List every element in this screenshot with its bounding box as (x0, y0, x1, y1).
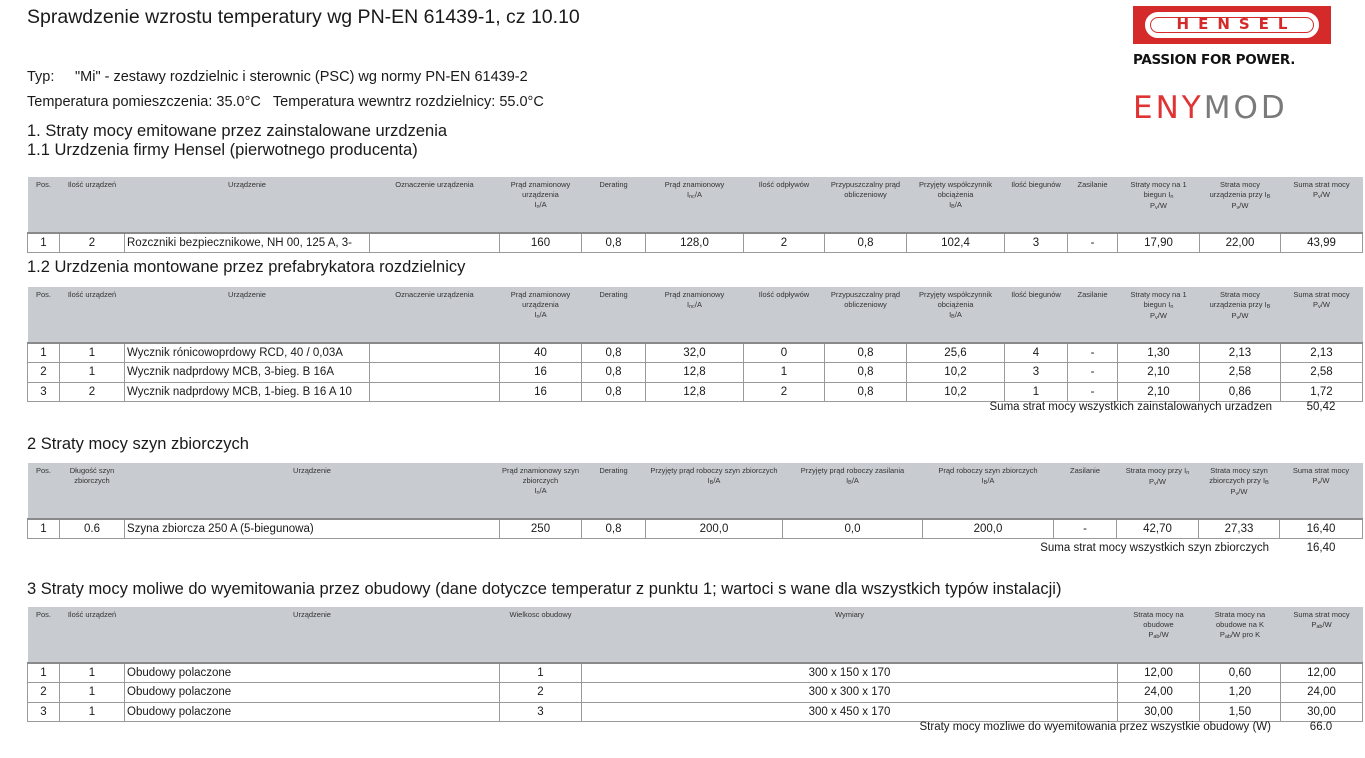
cell-loss-sum: 2,58 (1281, 363, 1363, 383)
room-temperature: Temperatura pomieszczenia: 35.0°C (27, 94, 261, 110)
cell-loss-enclosure: 12,00 (1118, 663, 1200, 683)
cell-assumed: 0,8 (825, 343, 907, 363)
type-value: "Mi" - zestawy rozdzielnic i sterownic (PSC) wg normy PN-EN 61439-2 (75, 69, 528, 85)
cell-device: Szyna zbiorcza 250 A (5-biegunowa) (125, 519, 500, 539)
cell-rated: 250 (500, 519, 582, 539)
cell-pos: 2 (28, 363, 60, 383)
cell-loss-in: 42,70 (1117, 519, 1199, 539)
col-loss-per-pole: Straty mocy na 1 biegun In Pv/W (1118, 287, 1200, 343)
cell-qty: 1 (60, 343, 125, 363)
col-qty: Ilość urządzeń (60, 607, 125, 663)
cell-device: Obudowy polaczone (125, 683, 500, 703)
col-derating: Derating (582, 177, 646, 233)
table-row (28, 702, 1363, 722)
cell-rated-nc: 12,8 (646, 382, 744, 402)
col-rated-current-nc: Prąd znamionowy Inc/A (646, 287, 744, 343)
section-1-title: 1. Straty mocy emitowane przez zainstalowane urzdzenia (27, 122, 448, 140)
inside-temperature: Temperatura wewntrz rozdzielnicy: 55.0°C (272, 94, 544, 110)
col-loss-device: Strata mocy urządzenia przy IB Pv/W (1200, 287, 1281, 343)
cell-assumed: 0,8 (825, 382, 907, 402)
cell-device: Obudowy polaczone (125, 663, 500, 683)
cell-loss-pole: 1,30 (1118, 343, 1200, 363)
cell-derating: 0,8 (582, 343, 646, 363)
enclosures-sum-label: Straty mocy mozliwe do wyemitowania przez wszystkie obudowy (W) (919, 721, 1271, 733)
col-loss-enclosure: Strata mocy na obudowe Pab/W (1118, 607, 1200, 663)
cell-loss-sum: 30,00 (1281, 702, 1363, 722)
section-1-2-title: 1.2 Urzdzenia montowane przez prefabrykatora rozdzielnicy (27, 258, 466, 276)
cell-loss-sum: 2,13 (1281, 343, 1363, 363)
col-rated-current: Prąd znamionowy urządzenia In/A (500, 177, 582, 233)
table-header-row (28, 463, 1363, 519)
table-busbars (27, 463, 1363, 539)
cell-device: Obudowy polaczone (125, 702, 500, 722)
col-assumed-current: Przypuszczalny prąd obliczeniowy (825, 287, 907, 343)
col-loss-sum: Suma strat mocy Pv/W (1281, 177, 1363, 233)
table-row (28, 519, 1363, 539)
section-2-title: 2 Straty mocy szyn zbiorczych (27, 435, 249, 453)
table-hensel-devices (27, 177, 1363, 253)
temperature-line (27, 94, 544, 110)
cell-supply: - (1068, 233, 1118, 253)
col-derating: Derating (582, 463, 646, 519)
col-load-factor: Przyjęty współczynnik obciążenia IB/A (907, 177, 1005, 233)
col-outlets: Ilość odpływów (744, 287, 825, 343)
cell-supply: - (1068, 363, 1118, 383)
col-rated-current-nc: Prąd znamionowy Inc/A (646, 177, 744, 233)
cell-loss-enclosure: 30,00 (1118, 702, 1200, 722)
col-dimensions: Wymiary (582, 607, 1118, 663)
cell-size: 3 (500, 702, 582, 722)
cell-poles: 3 (1005, 363, 1068, 383)
page-title: Sprawdzenie wzrostu temperatury wg PN-EN 61439-1, cz 10.10 (27, 6, 580, 28)
table-header-row (28, 607, 1363, 663)
table-row (28, 382, 1363, 402)
hensel-slogan: PASSION FOR POWER. (1133, 52, 1296, 68)
cell-pos: 3 (28, 382, 60, 402)
cell-loss-sum: 43,99 (1281, 233, 1363, 253)
col-device: Urządzenie (125, 287, 370, 343)
cell-rated-nc: 128,0 (646, 233, 744, 253)
cell-loss-device: 2,58 (1200, 363, 1281, 383)
cell-rated-nc: 12,8 (646, 363, 744, 383)
cell-qty: 2 (60, 233, 125, 253)
devices-sum-value: 50,42 (1306, 401, 1336, 413)
table-row (28, 233, 1363, 253)
col-pos: Pos. (28, 287, 60, 343)
col-loss-per-pole: Straty mocy na 1 biegun In Pv/W (1118, 177, 1200, 233)
cell-loss-pole: 2,10 (1118, 382, 1200, 402)
cell-poles: 1 (1005, 382, 1068, 402)
col-designation: Oznaczenie urządzenia (370, 287, 500, 343)
enymod-logo-gray: MOD (1203, 90, 1288, 126)
cell-loss-sum: 16,40 (1280, 519, 1363, 539)
cell-derating: 0,8 (582, 382, 646, 402)
col-device: Urządzenie (125, 607, 500, 663)
cell-pos: 1 (28, 663, 60, 683)
col-rated-current: Prąd znamionowy szyn zbiorczych In/A (500, 463, 582, 519)
enymod-logo-red: ENY (1133, 90, 1204, 126)
cell-pos: 3 (28, 702, 60, 722)
col-device: Urządzenie (125, 463, 500, 519)
cell-size: 2 (500, 683, 582, 703)
cell-rated: 40 (500, 343, 582, 363)
cell-qty: 1 (60, 663, 125, 683)
cell-loss-per-k: 1,50 (1200, 702, 1281, 722)
col-loss-per-k: Strata mocy na obudowe na K Pab/W pro K (1200, 607, 1281, 663)
cell-factor: 10,2 (907, 382, 1005, 402)
busbars-sum-value: 16,40 (1306, 542, 1336, 554)
cell-assumed: 0,8 (825, 363, 907, 383)
section-1-1-title: 1.1 Urzdzenia firmy Hensel (pierwotnego producenta) (27, 141, 418, 159)
cell-rated: 160 (500, 233, 582, 253)
cell-dimensions: 300 x 300 x 170 (582, 683, 1118, 703)
table-row (28, 363, 1363, 383)
cell-loss-enclosure: 24,00 (1118, 683, 1200, 703)
table-header-row (28, 287, 1363, 343)
hensel-logo-text: HENSEL (1176, 15, 1297, 33)
col-assumed-supply-current: Przyjęty prąd roboczy zasilania IB/A (783, 463, 923, 519)
table-prefab-devices (27, 287, 1363, 402)
table-row (28, 683, 1363, 703)
cell-supply: - (1068, 343, 1118, 363)
col-assumed-busbar-current: Przyjęty prąd roboczy szyn zbiorczych IB/A (646, 463, 783, 519)
col-loss-sum: Suma strat mocy Pab/W (1281, 607, 1363, 663)
cell-rated: 16 (500, 363, 582, 383)
cell-assumed: 0,8 (825, 233, 907, 253)
col-loss-sum: Suma strat mocy Pv/W (1281, 287, 1363, 343)
col-load-factor: Przyjęty współczynnik obciążenia IB/A (907, 287, 1005, 343)
cell-loss-sum: 1,72 (1281, 382, 1363, 402)
cell-qty: 1 (60, 702, 125, 722)
busbars-sum-label: Suma strat mocy wszystkich szyn zbiorczych (1040, 542, 1269, 554)
col-designation: Oznaczenie urządzenia (370, 177, 500, 233)
col-busbar-length: Długość szyn zbiorczych (60, 463, 125, 519)
table-enclosures (27, 607, 1363, 722)
cell-designation (370, 363, 500, 383)
col-pos: Pos. (28, 463, 60, 519)
cell-loss-device: 0,86 (1200, 382, 1281, 402)
col-outlets: Ilość odpływów (744, 177, 825, 233)
cell-pos: 1 (28, 233, 60, 253)
cell-supply: - (1054, 519, 1117, 539)
col-loss-device: Strata mocy urządzenia przy IB Pv/W (1200, 177, 1281, 233)
table-header-row (28, 177, 1363, 233)
cell-assumed-bus: 200,0 (646, 519, 783, 539)
enclosures-sum-value: 66.0 (1309, 721, 1333, 733)
col-assumed-current: Przypuszczalny prąd obliczeniowy (825, 177, 907, 233)
cell-poles: 3 (1005, 233, 1068, 253)
col-qty: Ilość urządzeń (60, 287, 125, 343)
cell-loss-per-k: 1,20 (1200, 683, 1281, 703)
col-poles: Ilość biegunów (1005, 177, 1068, 233)
hensel-logo (1133, 6, 1331, 44)
col-pos: Pos. (28, 177, 60, 233)
cell-factor: 25,6 (907, 343, 1005, 363)
cell-factor: 102,4 (907, 233, 1005, 253)
type-label: Typ: (27, 69, 55, 85)
cell-qty: 1 (60, 683, 125, 703)
cell-factor: 10,2 (907, 363, 1005, 383)
col-qty: Ilość urządzeń (60, 177, 125, 233)
cell-length: 0.6 (60, 519, 125, 539)
cell-loss-pole: 17,90 (1118, 233, 1200, 253)
cell-designation (370, 382, 500, 402)
cell-loss-sum: 12,00 (1281, 663, 1363, 683)
cell-device: Wycznik rónicowoprdowy RCD, 40 / 0,03A (125, 343, 370, 363)
cell-loss-pole: 2,10 (1118, 363, 1200, 383)
col-pos: Pos. (28, 607, 60, 663)
cell-poles: 4 (1005, 343, 1068, 363)
cell-pos: 2 (28, 683, 60, 703)
col-enclosure-size: Wielkosc obudowy (500, 607, 582, 663)
cell-derating: 0,8 (582, 363, 646, 383)
cell-outlets: 2 (744, 233, 825, 253)
cell-loss-sum: 24,00 (1281, 683, 1363, 703)
cell-loss-ib: 27,33 (1199, 519, 1280, 539)
cell-outlets: 0 (744, 343, 825, 363)
cell-supply: - (1068, 382, 1118, 402)
cell-dimensions: 300 x 450 x 170 (582, 702, 1118, 722)
col-loss-in: Strata mocy przy In Pv/W (1117, 463, 1199, 519)
cell-device: Wycznik nadprdowy MCB, 3-bieg. B 16A (125, 363, 370, 383)
table-row (28, 663, 1363, 683)
col-loss-sum: Suma strat mocy Pv/W (1280, 463, 1363, 519)
col-rated-current: Prąd znamionowy urządzenia In/A (500, 287, 582, 343)
cell-pos: 1 (28, 519, 60, 539)
cell-loss-device: 2,13 (1200, 343, 1281, 363)
col-device: Urządzenie (125, 177, 370, 233)
table-row (28, 343, 1363, 363)
devices-sum-label: Suma strat mocy wszystkich zainstalowanych urzadzen (989, 401, 1272, 413)
cell-rated-nc: 32,0 (646, 343, 744, 363)
col-supply: Zasilanie (1068, 287, 1118, 343)
cell-loss-per-k: 0,60 (1200, 663, 1281, 683)
cell-device: Rozczniki bezpiecznikowe, NH 00, 125 A, 3- (125, 233, 370, 253)
cell-derating: 0,8 (582, 519, 646, 539)
cell-designation (370, 343, 500, 363)
type-line (27, 69, 528, 85)
col-working-current: Prąd roboczy szyn zbiorczych IB/A (923, 463, 1054, 519)
cell-outlets: 2 (744, 382, 825, 402)
cell-assumed-supply: 0,0 (783, 519, 923, 539)
cell-pos: 1 (28, 343, 60, 363)
cell-device: Wycznik nadprdowy MCB, 1-bieg. B 16 A 10 (125, 382, 370, 402)
section-3-title: 3 Straty mocy moliwe do wyemitowania przez obudowy (dane dotyczce temperatur z punktu 1; wartoci s wane dla wszystkich typów instalacji) (27, 580, 1062, 598)
cell-working: 200,0 (923, 519, 1054, 539)
col-supply: Zasilanie (1068, 177, 1118, 233)
col-supply: Zasilanie (1054, 463, 1117, 519)
col-loss-ib: Strata mocy szyn zbiorczych przy IB Pv/W (1199, 463, 1280, 519)
col-poles: Ilość biegunów (1005, 287, 1068, 343)
cell-derating: 0,8 (582, 233, 646, 253)
cell-qty: 2 (60, 382, 125, 402)
cell-size: 1 (500, 663, 582, 683)
cell-dimensions: 300 x 150 x 170 (582, 663, 1118, 683)
cell-qty: 1 (60, 363, 125, 383)
cell-designation (370, 233, 500, 253)
cell-loss-device: 22,00 (1200, 233, 1281, 253)
cell-rated: 16 (500, 382, 582, 402)
col-derating: Derating (582, 287, 646, 343)
enymod-logo (1133, 90, 1288, 126)
cell-outlets: 1 (744, 363, 825, 383)
